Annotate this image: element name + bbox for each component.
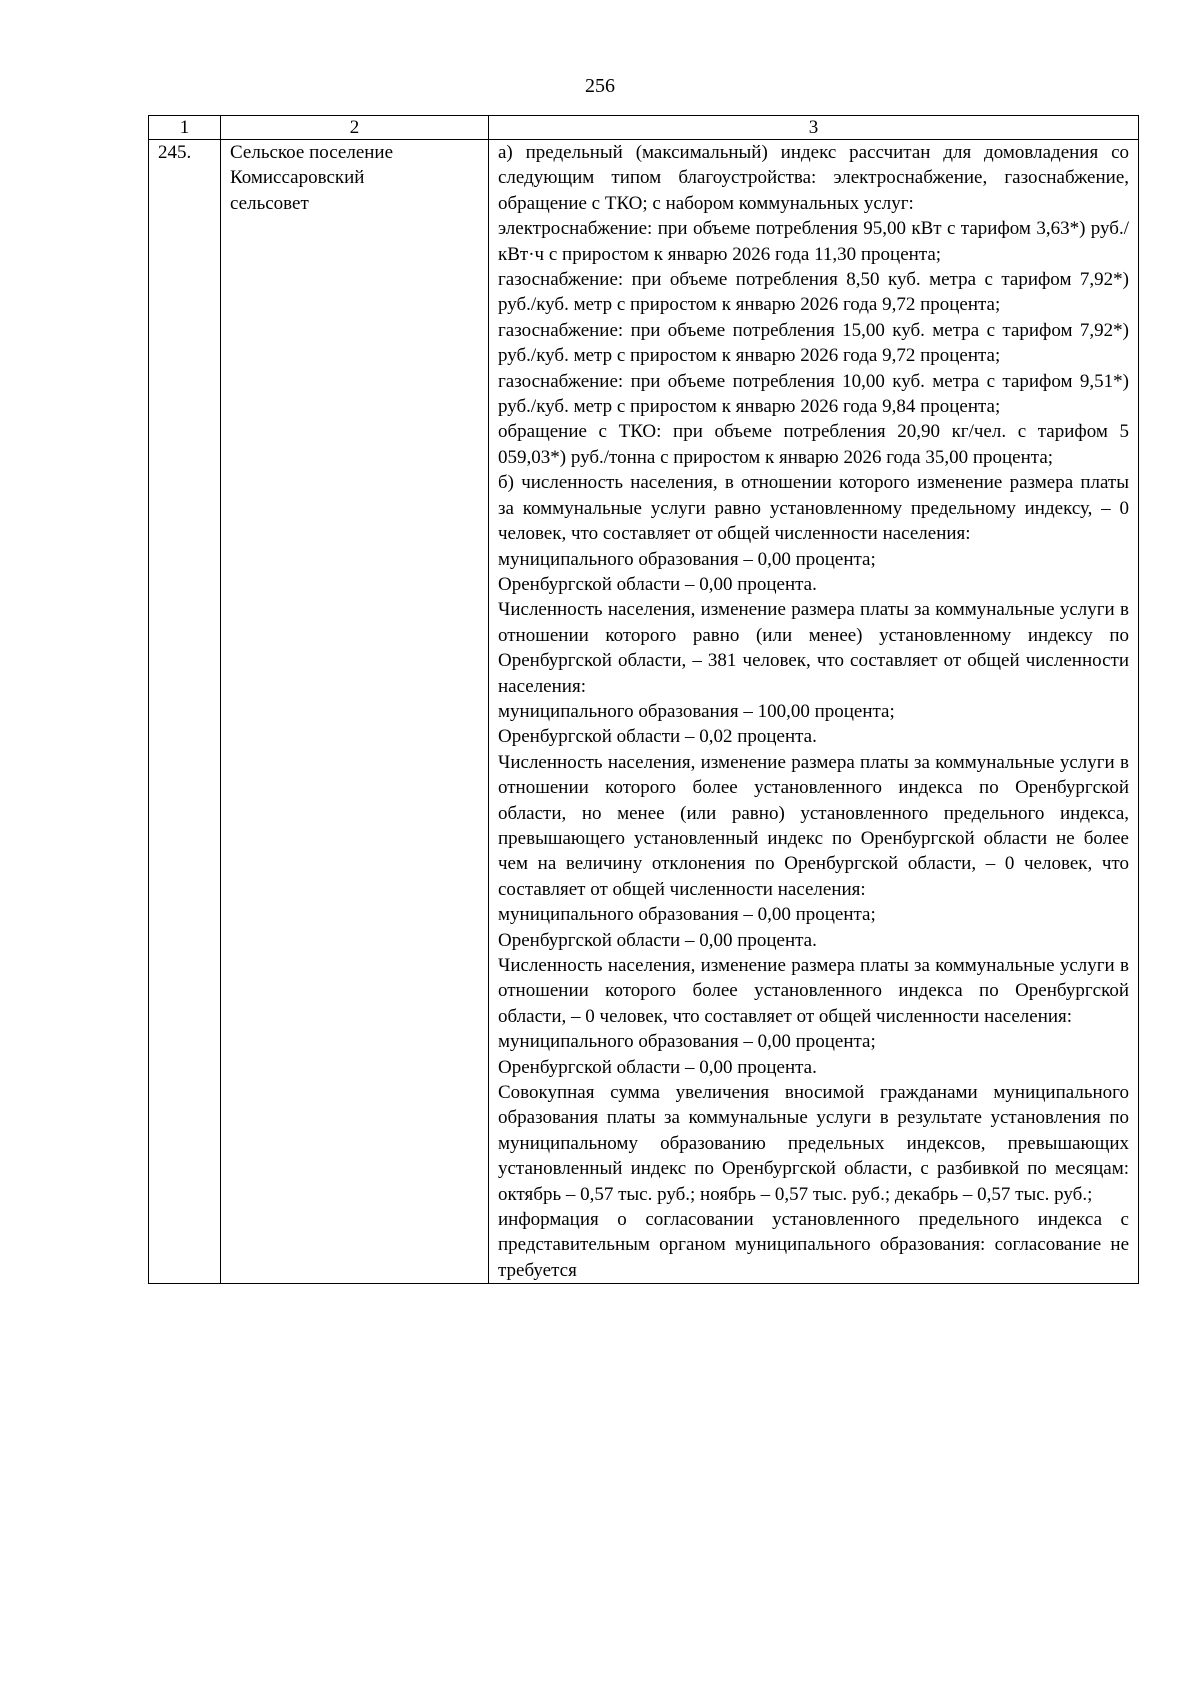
paragraph-municipal-share: муниципального образования – 0,00 процента; xyxy=(498,1031,876,1053)
tariff-index-table xyxy=(148,115,1139,1284)
municipality-name-line: Сельское поселение xyxy=(230,142,394,163)
page-number: 256 xyxy=(585,75,615,97)
column-header-2: 2 xyxy=(221,116,489,140)
index-description-cell xyxy=(489,140,1139,1284)
row-number-cell xyxy=(149,140,221,1284)
paragraph-gas-1: газоснабжение: при объеме потребления 8,50 куб. метра с тарифом 7,92*) руб./куб. метр с приростом к январю 2026 года 9,72 процента; xyxy=(498,269,1129,316)
column-header-3: 3 xyxy=(489,116,1139,140)
municipality-name-line: Комиссаровский xyxy=(230,167,365,189)
paragraph-region-share: Оренбургской области – 0,00 процента. xyxy=(498,929,817,951)
municipality-name-line: сельсовет xyxy=(230,192,309,214)
paragraph-population-between: Численность населения, изменение размера платы за коммунальные услуги в отношении которого более установленного индекса по Оренбургской области, но менее (или равно) установленного предельного индекса, превышающего установленный индекс по Оренбургской области не более чем на величину отклонения по Оренбургской области, – 0 человек, что составляет от общей численности населения: xyxy=(498,751,1129,900)
paragraph-region-share: Оренбургской области – 0,00 процента. xyxy=(498,573,817,595)
paragraph-index-basis: а) предельный (максимальный) индекс рассчитан для домовладения со следующим типом благоустройства: электроснабжение, газоснабжение, обращение с ТКО; с набором коммунальных услуг: xyxy=(498,142,1129,214)
paragraph-population-equal: б) численность населения, в отношении которого изменение размера платы за коммунальные услуги равно установленному предельному индексу, – 0 человек, что составляет от общей численности населения: xyxy=(498,472,1129,545)
paragraph-approval-info: информация о согласовании установленного предельного индекса с представительным органом муниципального образования: согласование не требуется xyxy=(498,1209,1129,1281)
paragraph-waste: обращение с ТКО: при объеме потребления 20,90 кг/чел. с тарифом 5 059,03*) руб./тонна с приростом к январю 2026 года 35,00 процента; xyxy=(498,421,1129,468)
paragraph-total-increase: Совокупная сумма увеличения вносимой гражданами муниципального образования платы за коммунальные услуги в результате установления по муниципальному образованию предельных индексов, превышающих установленный индекс по Оренбургской области, с разбивкой по месяцам: октябрь – 0,57 тыс. руб.; ноябрь – 0,57 тыс. руб.; декабрь – 0,57 тыс. руб.; xyxy=(498,1082,1129,1205)
municipality-name-cell xyxy=(221,140,489,1284)
paragraph-gas-3: газоснабжение: при объеме потребления 10,00 куб. метра с тарифом 9,51*) руб./куб. метр с приростом к январю 2026 года 9,84 процента; xyxy=(498,370,1129,418)
paragraph-region-share: Оренбургской области – 0,00 процента. xyxy=(498,1056,817,1078)
paragraph-electricity: электроснабжение: при объеме потребления 95,00 кВт с тарифом 3,63*) руб./кВт·ч с приростом к январю 2026 года 11,30 процента; xyxy=(498,218,1129,265)
table-header-row xyxy=(149,116,1139,140)
paragraph-region-share: Оренбургской области – 0,02 процента. xyxy=(498,726,817,748)
paragraph-municipal-share: муниципального образования – 0,00 процента; xyxy=(498,548,876,570)
paragraph-municipal-share: муниципального образования – 100,00 процента; xyxy=(498,700,895,722)
paragraph-gas-2: газоснабжение: при объеме потребления 15,00 куб. метра с тарифом 7,92*) руб./куб. метр с приростом к январю 2026 года 9,72 процента; xyxy=(498,319,1129,367)
table-row xyxy=(149,140,1139,1284)
column-header-1: 1 xyxy=(149,116,221,140)
paragraph-population-above: Численность населения, изменение размера платы за коммунальные услуги в отношении которого более установленного индекса по Оренбургской области, – 0 человек, что составляет от общей численности населения: xyxy=(498,955,1129,1027)
paragraph-municipal-share: муниципального образования – 0,00 процента; xyxy=(498,904,876,926)
row-number: 245. xyxy=(158,142,192,163)
paragraph-population-below: Численность населения, изменение размера платы за коммунальные услуги в отношении которого равно (или менее) установленному индексу по Оренбургской области, – 381 человек, что составляет от общей численности населения: xyxy=(498,599,1129,697)
